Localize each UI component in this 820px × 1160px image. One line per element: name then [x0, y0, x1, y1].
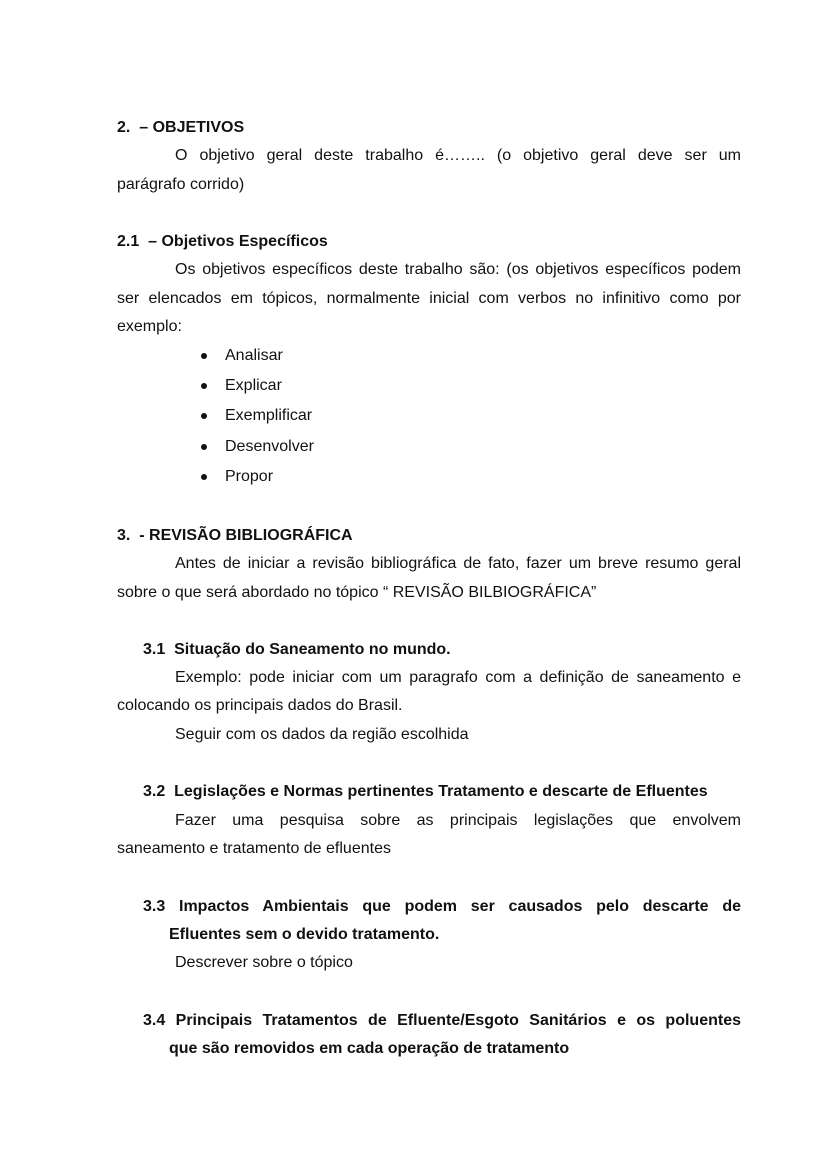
section-3-2-paragraph-line: Fazer uma pesquisa sobre as principais legislações que envolvem — [175, 812, 741, 829]
list-item: Analisar — [225, 347, 283, 364]
section-3-3-heading: 3.3 Impactos Ambientais que podem ser causados pelo descarte de — [143, 898, 741, 915]
bullet-icon — [201, 444, 207, 450]
section-3-4-heading: 3.4 Principais Tratamentos de Efluente/Esgoto Sanitários e os poluentes — [143, 1012, 741, 1029]
list-item: Desenvolver — [225, 438, 314, 455]
section-3-4-heading: que são removidos em cada operação de tratamento — [169, 1040, 570, 1057]
bullet-icon — [201, 413, 207, 419]
section-3-3-paragraph-line: Descrever sobre o tópico — [175, 954, 353, 971]
bullet-icon — [201, 383, 207, 389]
section-3-1-paragraph-line: Exemplo: pode iniciar com um paragrafo com a definição de saneamento e — [175, 669, 741, 686]
section-2-1-paragraph-line: Os objetivos específicos deste trabalho são: (os objetivos específicos podem — [175, 261, 741, 278]
list-item: Propor — [225, 468, 274, 485]
section-2-heading: 2. – OBJETIVOS — [117, 119, 245, 136]
section-2-paragraph-line: parágrafo corrido) — [117, 176, 245, 193]
section-3-2-paragraph-line: saneamento e tratamento de efluentes — [117, 840, 391, 857]
section-3-paragraph-line: Antes de iniciar a revisão bibliográfica de fato, fazer um breve resumo geral — [175, 555, 741, 572]
section-3-heading: 3. - REVISÃO BIBLIOGRÁFICA — [117, 527, 353, 544]
section-3-1-paragraph-line: Seguir com os dados da região escolhida — [175, 726, 469, 743]
bullet-icon — [201, 474, 207, 480]
section-2-1-paragraph-line: exemplo: — [117, 318, 182, 335]
section-3-paragraph-line: sobre o que será abordado no tópico “ REVISÃO BILBIOGRÁFICA” — [117, 584, 597, 601]
bullet-icon — [201, 353, 207, 359]
section-3-3-heading: Efluentes sem o devido tratamento. — [169, 926, 440, 943]
section-2-1-heading: 2.1 – Objetivos Específicos — [117, 233, 328, 250]
section-3-1-heading: 3.1 Situação do Saneamento no mundo. — [143, 641, 451, 658]
list-item: Explicar — [225, 377, 282, 394]
section-2-1-paragraph-line: ser elencados em tópicos, normalmente inicial com verbos no infinitivo como por — [117, 290, 741, 307]
section-3-2-heading: 3.2 Legislações e Normas pertinentes Tratamento e descarte de Efluentes — [143, 783, 708, 800]
section-3-1-paragraph-line: colocando os principais dados do Brasil. — [117, 697, 403, 714]
section-2-paragraph-line: O objetivo geral deste trabalho é…….. (o objetivo geral deve ser um — [175, 147, 741, 164]
list-item: Exemplificar — [225, 407, 313, 424]
